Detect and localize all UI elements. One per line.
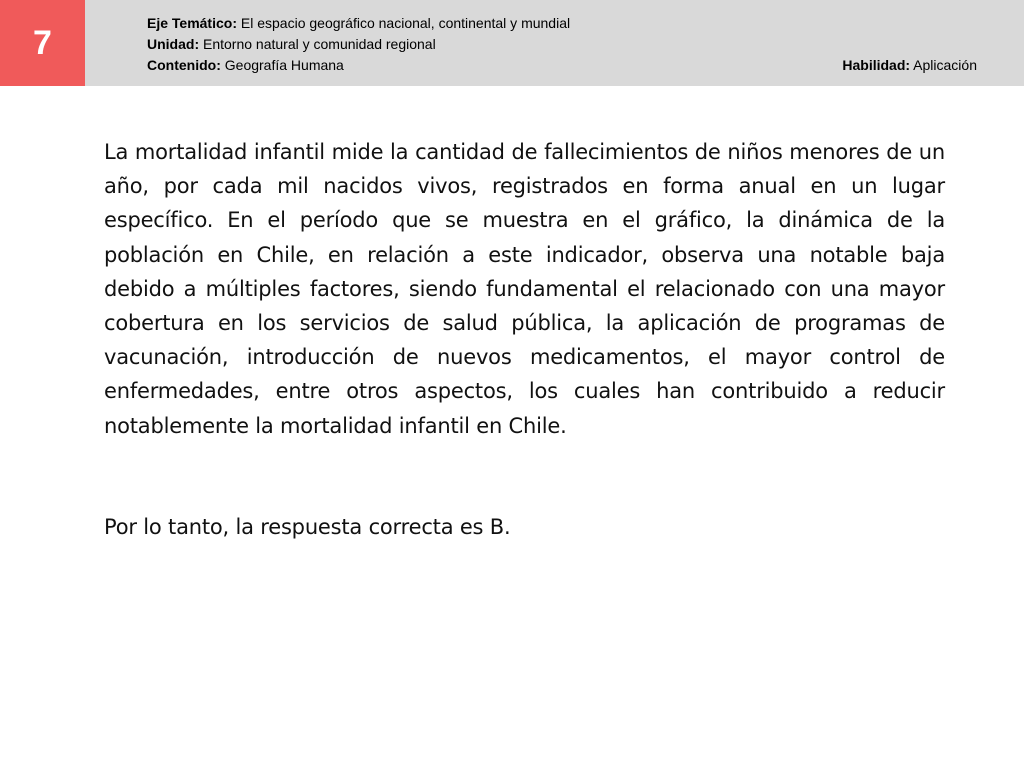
unidad-label: Unidad: (147, 36, 200, 52)
contenido-label: Contenido: (147, 57, 221, 73)
eje-tematico-value: El espacio geográfico nacional, continental y mundial (237, 15, 571, 31)
answer-conclusion: Por lo tanto, la respuesta correcta es B. (104, 515, 511, 539)
explanation-text (104, 135, 945, 443)
eje-tematico-line (147, 13, 987, 34)
unidad-line (147, 34, 987, 55)
contenido-value: Geografía Humana (220, 57, 344, 73)
header-bar (0, 0, 1024, 86)
eje-tematico-label: Eje Temático: (147, 15, 237, 31)
habilidad-label: Habilidad: (842, 57, 911, 73)
habilidad-value: Aplicación (910, 57, 977, 73)
contenido-line (147, 55, 987, 76)
explanation-paragraph: La mortalidad infantil mide la cantidad de fallecimientos de niños menores de un año, por cada mil nacidos vivos, registrados en forma anual en un lugar específico. En el período que se muestra en el gráfico, la dinámica de la población en Chile, en relación a este indicador, observa una notable baja debido a múltiples factores, siendo fundamental el relacionado con una mayor cobertura en los servicios de salud pública, la aplicación de programas de vacunación, introducción de nuevos medicamentos, el mayor control de enfermedades, entre otros aspectos, los cuales han contribuido a reducir notablemente la mortalidad infantil en Chile. (104, 140, 945, 438)
question-number: 7 (33, 24, 52, 62)
unidad-value: Entorno natural y comunidad regional (199, 36, 436, 52)
question-number-badge (0, 0, 85, 86)
header-meta (147, 13, 987, 76)
habilidad-field (842, 55, 977, 76)
